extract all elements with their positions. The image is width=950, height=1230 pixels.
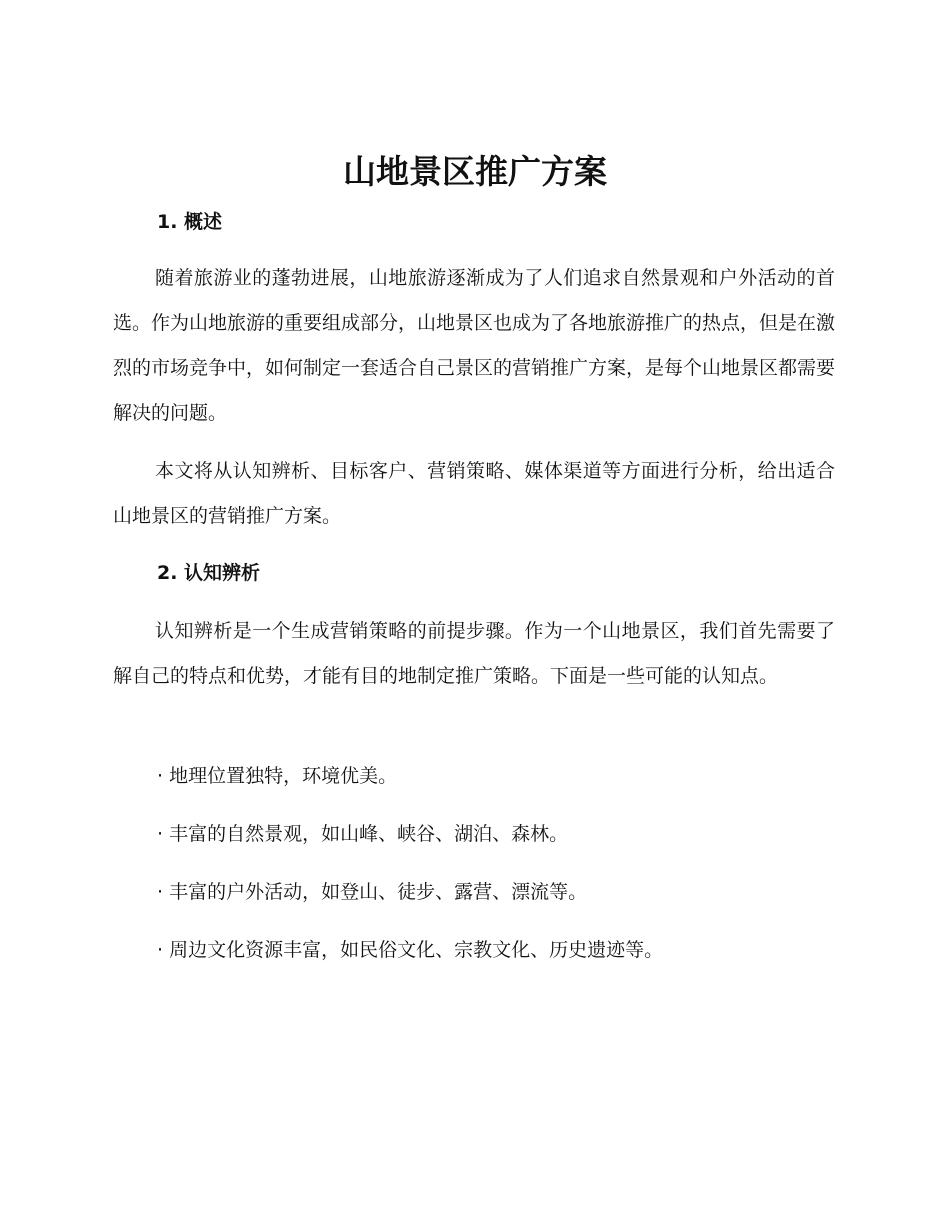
list-item: · 地理位置独特，环境优美。	[157, 765, 398, 787]
list-item: · 丰富的户外活动，如登山、徒步、露营、漂流等。	[157, 881, 588, 903]
overview-paragraph-1: 随着旅游业的蓬勃进展，山地旅游逐渐成为了人们追求自然景观和户外活动的首选。作为山地旅游的重要组成部分，山地景区也成为了各地旅游推广的热点，但是在激烈的市场竞争中，如何制定一套适合自己景区的营销推广方案，是每个山地景区都需要解决的问题。	[113, 267, 836, 424]
cognition-paragraph: 认知辨析是一个生成营销策略的前提步骤。作为一个山地景区，我们首先需要了解自己的特点和优势，才能有目的地制定推广策略。下面是一些可能的认知点。	[113, 620, 835, 687]
cognition-point-list	[157, 762, 663, 994]
section-heading-cognition: 2. 认知辨析	[157, 562, 261, 584]
list-item: · 丰富的自然景观，如山峰、峡谷、湖泊、森林。	[157, 823, 569, 845]
section-heading-overview: 1. 概述	[157, 211, 223, 233]
overview-paragraph-2: 本文将从认知辨析、目标客户、营销策略、媒体渠道等方面进行分析，给出适合山地景区的营销推广方案。	[113, 460, 835, 527]
list-item: · 周边文化资源丰富，如民俗文化、宗教文化、历史遗迹等。	[157, 939, 664, 961]
document-title: 山地景区推广方案	[343, 152, 607, 191]
